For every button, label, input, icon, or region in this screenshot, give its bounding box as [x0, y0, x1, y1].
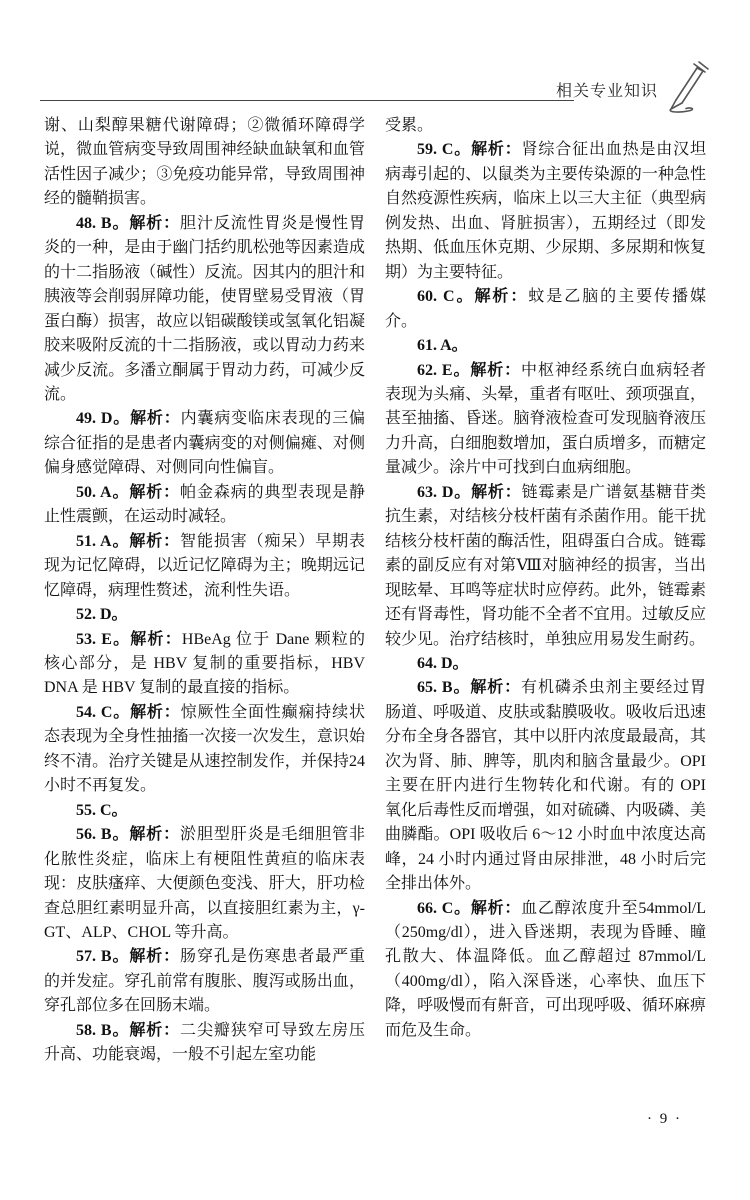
analysis-label: 解析：: [129, 214, 181, 232]
answer-paragraph: 受累。: [385, 117, 434, 134]
analysis-label: 解析：: [470, 679, 522, 697]
analysis-label: 解析：: [129, 1021, 181, 1039]
pen-icon: [658, 60, 710, 114]
answer-paragraph: 62. E。解析：中枢神经系统白血病轻者表现为头痛、头晕，重者有呕吐、颈项强直，甚至抽搐、昏迷。脑脊液检查可发现脑脊液压力升高，白细胞数增加，蛋白质增多，而糖定量减少。涂片中可找到白血病细胞。: [385, 361, 706, 477]
answer-paragraph: 65. B。解析：有机磷杀虫剂主要经过胃肠道、呼吸道、皮肤或黏膜吸收。吸收后迅速分布全身各器官，其中以肝内浓度最最高，其次为肾、肺、脾等，肌肉和脑含量最少。OPI 主要在肝内进行生物转化和代谢。有的 OPI 氧化后毒性反而增强，如对硫磷、内吸磷、美曲膦酯。OPI 吸收后 6～12 小时血中浓度达高峰，24 小时内通过肾由尿排泄，48 小时后完全排出体外。: [385, 679, 706, 893]
answer-number: 64. D。: [417, 654, 469, 672]
answer-number: 61. A。: [417, 337, 468, 355]
analysis-label: 解析：: [471, 141, 522, 159]
analysis-label: 解析：: [129, 948, 181, 966]
page-number: · 9 ·: [647, 1111, 682, 1127]
column-left: [44, 114, 365, 1068]
answer-paragraph: [385, 334, 706, 358]
answer-number: 53. E。: [76, 630, 131, 648]
answer-number: 58. B。: [76, 1021, 130, 1039]
answer-number: 49. D。: [76, 410, 131, 428]
answer-number: 57. B。: [76, 948, 130, 966]
page-header: [0, 0, 750, 112]
analysis-label: 解析：: [129, 532, 181, 550]
column-right: [385, 114, 706, 1068]
answer-number: 62. E。: [417, 361, 471, 379]
answer-number: 50. A。: [76, 483, 130, 501]
analysis-label: 解析：: [474, 288, 529, 306]
header-rule: [40, 100, 574, 101]
answer-number: 54. C。: [76, 703, 131, 721]
analysis-label: 解析：: [129, 826, 181, 844]
answer-paragraph: 60. C。解析：蚊是乙脑的主要传播媒介。: [385, 288, 706, 330]
answer-paragraph: 54. C。解析：惊厥性全面性癫痫持续状态表现为全身性抽搐一次接一次发生，意识始终不清。治疗关键是从速控制发作，并保持24 小时不再复发。: [44, 703, 365, 795]
analysis-label: 解析：: [130, 410, 181, 428]
answer-number: 59. C。: [417, 141, 472, 159]
analysis-label: 解析：: [471, 483, 522, 501]
answer-paragraph: 63. D。解析：链霉素是广谱氨基糖苷类抗生素，对结核分枝杆菌有杀菌作用。能干扰结核分枝杆菌的酶活性，阻碍蛋白合成。链霉素的副反应有对第Ⅷ对脑神经的损害，当出现眩晕、耳鸣等症状时应停药。此外，链霉素还有肾毒性，肾功能不全者不宜用。过敏反应较少见。治疗结核时，单独应用易发生耐药。: [385, 483, 706, 648]
answer-paragraph: 50. A。解析：帕金森病的典型表现是静止性震颤，在运动时减轻。: [44, 483, 365, 526]
analysis-label: 解析：: [130, 630, 182, 648]
answer-number: 60. C。: [417, 288, 475, 306]
answer-paragraph: 58. B。解析：二尖瓣狭窄可导致左房压升高、功能衰竭，一般不引起左室功能: [44, 1021, 365, 1064]
answer-number: 65. B。: [417, 679, 471, 697]
answer-number: 66. C。: [417, 899, 471, 917]
page-title: 相关专业知识: [555, 83, 658, 100]
answer-number: 55. C。: [76, 801, 128, 819]
answer-paragraph: [385, 652, 706, 676]
answer-paragraph: 66. C。解析：血乙醇浓度升至54mmol/L（250mg/dl），进入昏迷期，表现为昏睡、瞳孔散大、体温降低。血乙醇超过 87mmol/L（400mg/dl），陷入深昏迷，心率快、血压下降，呼吸慢而有鼾音，可出现呼吸、循环麻痹而危及生命。: [385, 899, 706, 1039]
answer-paragraph: [44, 603, 365, 627]
answer-paragraph: [44, 799, 365, 823]
answer-paragraph: 57. B。解析：肠穿孔是伤寒患者最严重的并发症。穿孔前常有腹胀、腹泻或肠出血，穿孔部位多在回肠末端。: [44, 948, 365, 1015]
answer-paragraph: 56. B。解析：淤胆型肝炎是毛细胆管非化脓性炎症，临床上有梗阻性黄疸的临床表现：皮肤瘙痒、大便颜色变浅、肝大，肝功检查总胆红素明显升高，以直接胆红素为主，γ-GT、ALP、CHOL 等升高。: [44, 826, 365, 941]
answer-number: 51. A。: [76, 532, 130, 550]
analysis-label: 解析：: [470, 899, 522, 917]
answer-number: 56. B。: [76, 826, 130, 844]
answer-paragraph: 51. A。解析：智能损害（痴呆）早期表现为记忆障碍，以近记忆障碍为主；晚期远记忆障碍，病理性赘述，流利性失语。: [44, 532, 365, 599]
answer-paragraph: 59. C。解析：肾综合征出血热是由汉坦病毒引起的、以鼠类为主要传染源的一种急性自然疫源性疾病，临床上以三大主征（典型病例发热、出血、肾脏损害），五期经过（即发热期、低血压休克期、少尿期、多尿期和恢复期）为主要特征。: [385, 141, 706, 281]
answer-paragraph: 53. E。解析：HBeAg 位于 Dane 颗粒的核心部分，是 HBV 复制的重要指标，HBV DNA 是 HBV 复制的最直接的指标。: [44, 630, 365, 697]
analysis-label: 解析：: [129, 483, 181, 501]
two-column-content: [44, 114, 706, 1068]
analysis-label: 解析：: [470, 361, 522, 379]
answer-number: 52. D。: [76, 606, 128, 624]
answer-number: 63. D。: [417, 483, 472, 501]
analysis-label: 解析：: [130, 703, 181, 721]
answer-paragraph: 谢、山梨醇果糖代谢障碍；②微循环障碍学说，微血管病变导致周围神经缺血缺氧和血管活性因子减少；③免疫功能异常，导致周围神经的髓鞘损害。: [44, 117, 365, 208]
answer-number: 48. B。: [76, 214, 130, 232]
answer-paragraph: 49. D。解析：内囊病变临床表现的三偏综合征指的是患者内囊病变的对侧偏瘫、对侧偏身感觉障碍、对侧同向性偏盲。: [44, 410, 365, 477]
answer-paragraph: 48. B。解析：胆汁反流性胃炎是慢性胃炎的一种，是由于幽门括约肌松弛等因素造成的十二指肠液（碱性）反流。因其内的胆汁和胰液等会削弱屏障功能，使胃壁易受胃液（胃蛋白酶）损害，故应以铝碳酸镁或氢氧化铝凝胶来吸附反流的十二指肠液，或以胃动力药来减少反流。多潘立酮属于胃动力药，可减少反流。: [44, 214, 365, 403]
